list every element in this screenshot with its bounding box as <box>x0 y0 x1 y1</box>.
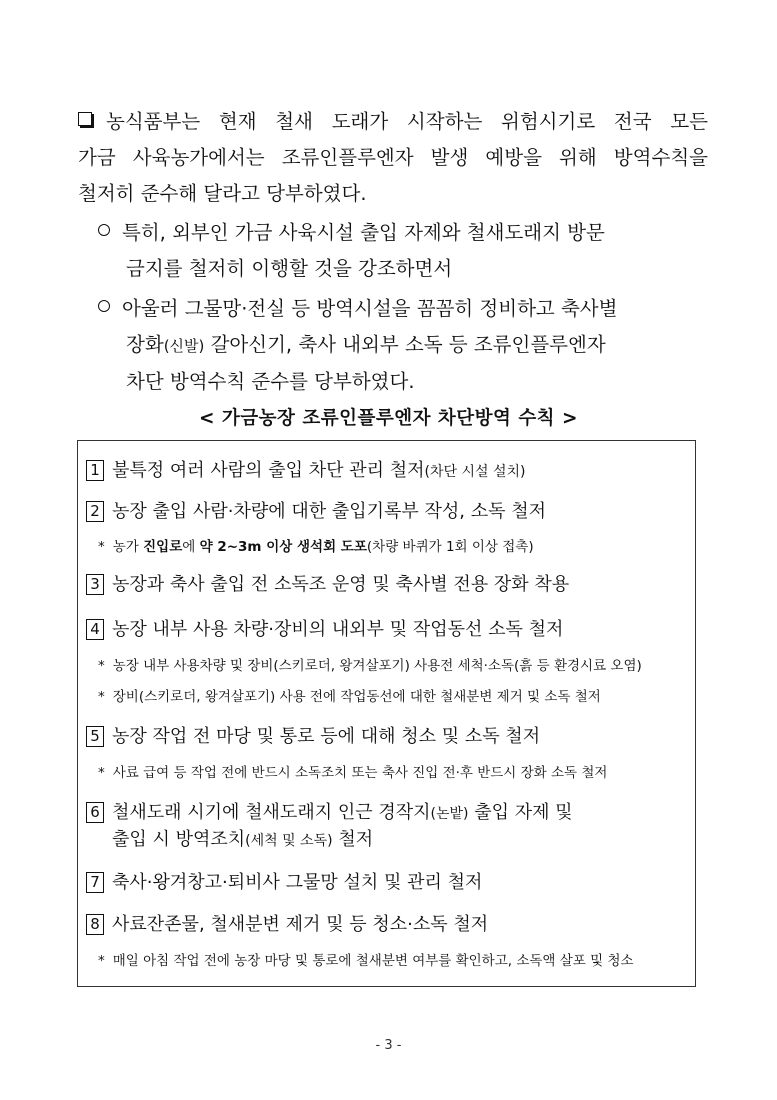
sub-point-2: 아울러 그물망·전실 등 방역시설을 꼼꼼히 정비하고 축사별 장화(신발) 갈아신기, 축사 내외부 소독 등 조류인플루엔자 차단 방역수칙 준수를 당부하였다. <box>98 291 708 400</box>
rule-6-continued: 출입 시 방역조치(세척 및 소독) 철저 <box>112 829 374 850</box>
rule-6: 6 철새도래 시기에 철새도래지 인근 경작지(논밭) 출입 자제 및 <box>86 798 694 824</box>
rule-8: 8 사료잔존물, 철새분변 제거 및 등 청소·소독 철저 <box>86 910 694 936</box>
note-rule-5: * 사료 급여 등 작업 전에 반드시 소독조치 또는 축사 진입 전·후 반드시 장화 소독 철저 <box>98 765 608 781</box>
rule-3: 3 농장과 축사 출입 전 소독조 운영 및 축사별 전용 장화 착용 <box>86 570 694 596</box>
circle-bullet-icon <box>98 224 110 236</box>
note-rule-2: * 농가 진입로에 약 2~3m 이상 생석회 도포(차량 바퀴가 1회 이상 접촉) <box>98 539 534 555</box>
rule-5: 5 농장 작업 전 마당 및 통로 등에 대해 청소 및 소독 철저 <box>86 722 694 748</box>
rule-4: 4 농장 내부 사용 차량·장비의 내외부 및 작업동선 소독 철저 <box>86 615 694 641</box>
note-rule-4b: * 장비(스키로더, 왕겨살포기) 사용 전에 작업동선에 대한 철새분변 제거 및 소독 철저 <box>98 689 601 705</box>
intro-paragraph: 농식품부는 현재 철새 도래가 시작하는 위험시기로 전국 모든 가금 사육농가에서는 조류인플루엔자 발생 예방을 위해 방역수칙을 철저히 준수해 달라고 당부하였다. <box>78 110 708 205</box>
sub-point-1: 특히, 외부인 가금 사육시설 출입 자제와 철새도래지 방문 금지를 철저히 이행할 것을 강조하면서 <box>98 215 708 287</box>
note-rule-4a: * 농장 내부 사용차량 및 장비(스키로더, 왕겨살포기) 사용전 세척·소독(흙 등 환경시료 오염) <box>98 658 642 674</box>
rule-7: 7 축사·왕겨창고·퇴비사 그물망 설치 및 관리 철저 <box>86 868 694 894</box>
square-bullet-icon <box>78 112 92 126</box>
box-title: < 가금농장 조류인플루엔자 차단방역 수칙 > <box>198 408 578 429</box>
page-number: - 3 - <box>375 1038 402 1053</box>
rule-1: 1 불특정 여러 사람의 출입 차단 관리 철저(차단 시설 설치) <box>86 456 694 482</box>
circle-bullet-icon <box>98 300 110 312</box>
note-rule-8: * 매일 아침 작업 전에 농장 마당 및 통로에 철새분변 여부를 확인하고, 소독액 살포 및 청소 <box>98 953 634 969</box>
rule-2: 2 농장 출입 사람·차량에 대한 출입기록부 작성, 소독 철저 <box>86 497 694 523</box>
